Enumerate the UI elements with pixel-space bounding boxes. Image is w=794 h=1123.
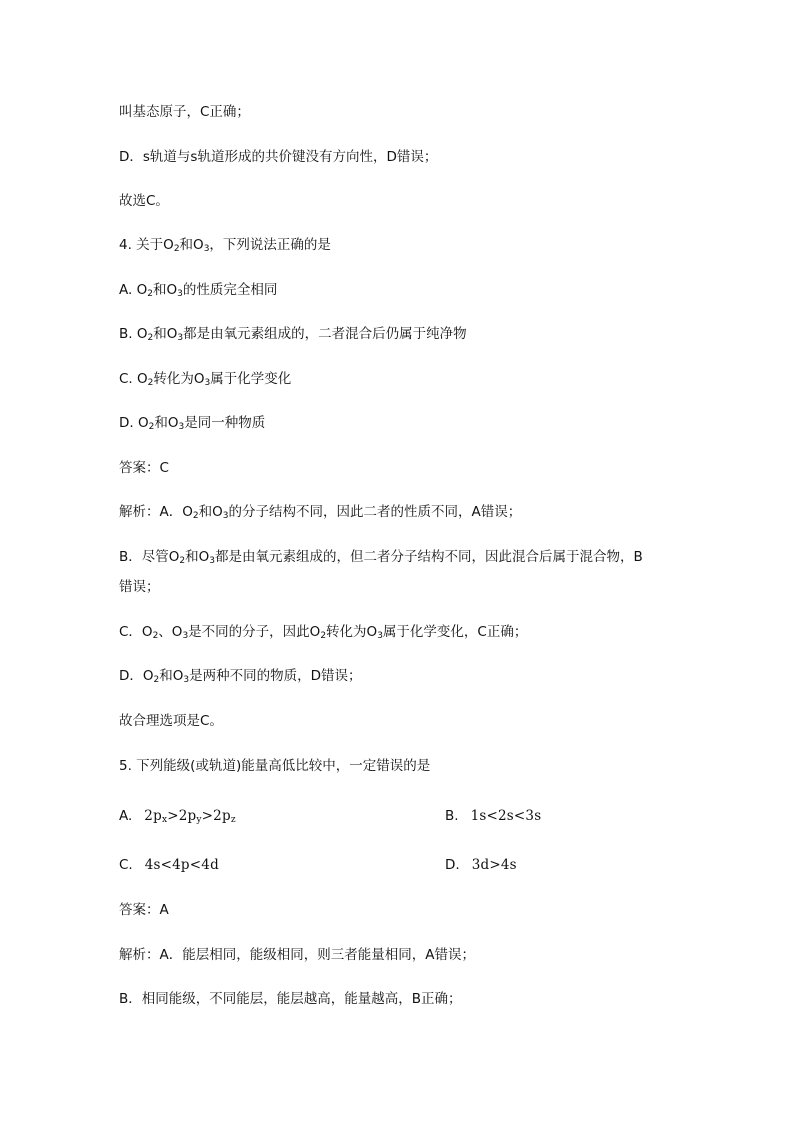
q5-option-a	[119, 807, 236, 825]
q4-analysis-d: D．$O_2$和$O_3$是两种不同的物质，D错误；	[119, 668, 362, 685]
option-label: A.	[119, 808, 133, 824]
q4-analysis-c: C．$O_2$、$O_3$是不同的分子，因此$O_2$转化为$O_3$属于化学变化，C正确；	[119, 624, 528, 641]
q4-analysis-b: B．尽管$O_2$和$O_3$都是由氧元素组成的，但二者分子结构不同，因此混合后属于混合物，B	[119, 549, 643, 566]
q5-option-a-expr: $2p_x>2p_y>2p_z$	[144, 808, 236, 825]
q4-analysis-a: 解析：A．$O_2$和$O_3$的分子结构不同，因此二者的性质不同，A错误；	[119, 504, 522, 521]
q5-option-b	[445, 807, 541, 825]
q4-option-c: C. $O_2$转化为$O_3$属于化学变化	[119, 371, 292, 388]
q5-option-b-expr: 1s<2s<3s	[470, 808, 542, 824]
q4-option-d: D. $O_2$和$O_3$是同一种物质	[119, 415, 266, 432]
option-label: D.	[445, 857, 460, 873]
q4-conclusion: 故合理选项是C。	[119, 713, 223, 729]
line-choose-c: 故选C。	[119, 193, 169, 209]
q4-option-b: B. $O_2$和$O_3$都是由氧元素组成的，二者混合后仍属于纯净物	[119, 326, 467, 343]
option-label: C.	[119, 857, 133, 873]
q5-option-c-expr: 4s<4p<4d	[144, 857, 219, 873]
q4-stem: 4. 关于$O_2$和$O_3$，下列说法正确的是	[119, 237, 331, 254]
q5-option-d-expr: 3d>4s	[471, 857, 517, 873]
q5-option-c	[119, 856, 219, 874]
option-label: B.	[445, 808, 459, 824]
q5-analysis-b: B．相同能级，不同能层，能层越高，能量越高，B正确；	[119, 991, 462, 1007]
q5-stem: 5. 下列能级(或轨道)能量高低比较中，一定错误的是	[119, 758, 431, 774]
q4-option-a: A. $O_2$和$O_3$的性质完全相同	[119, 282, 278, 299]
q4-answer: 答案：C	[119, 460, 169, 476]
q5-answer: 答案：A	[119, 902, 169, 918]
q5-option-d	[445, 856, 517, 874]
line-ground-state: 叫基态原子，C正确；	[119, 104, 250, 120]
q4-analysis-b-cont: 错误；	[119, 579, 160, 595]
line-s-orbital: D．s轨道与s轨道形成的共价键没有方向性，D错误；	[119, 149, 438, 165]
q5-analysis-a: 解析：A．能层相同，能级相同，则三者能量相同，A错误；	[119, 947, 475, 963]
